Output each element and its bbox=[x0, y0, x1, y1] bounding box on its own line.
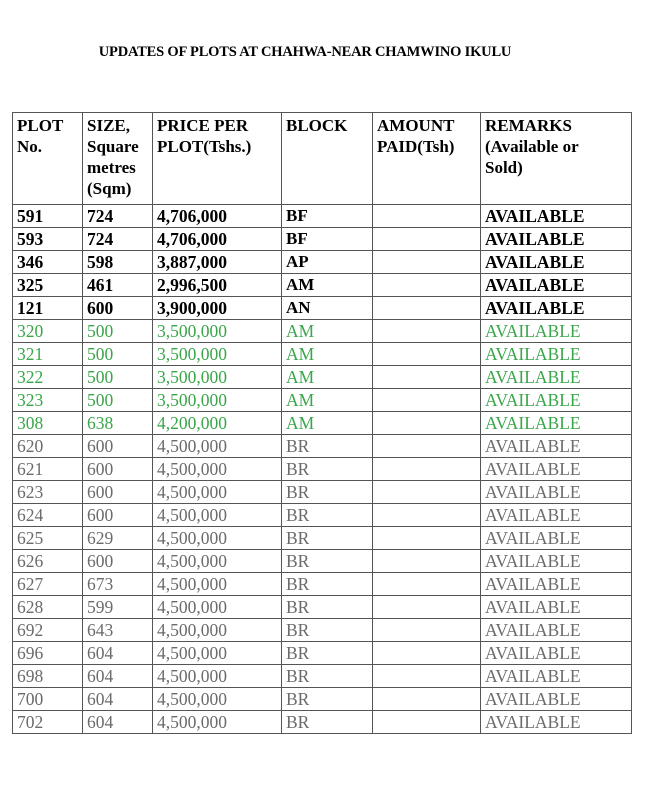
plot-number-cell: 702 bbox=[13, 711, 83, 734]
amount-paid-cell bbox=[373, 573, 481, 596]
header-remarks: REMARKS (Available or Sold) bbox=[481, 113, 632, 205]
plot-block-cell: BR bbox=[282, 573, 373, 596]
amount-paid-cell bbox=[373, 504, 481, 527]
plot-number-cell: 624 bbox=[13, 504, 83, 527]
remarks-cell: AVAILABLE bbox=[481, 481, 632, 504]
amount-paid-cell bbox=[373, 481, 481, 504]
table-row bbox=[13, 320, 632, 343]
amount-paid-cell bbox=[373, 458, 481, 481]
header-size: SIZE, Square metres (Sqm) bbox=[83, 113, 153, 205]
plot-price-cell: 4,500,000 bbox=[153, 527, 282, 550]
plots-table-body bbox=[13, 205, 632, 734]
amount-paid-cell bbox=[373, 274, 481, 297]
header-amount-paid: AMOUNT PAID(Tsh) bbox=[373, 113, 481, 205]
plot-price-cell: 4,500,000 bbox=[153, 711, 282, 734]
table-row bbox=[13, 205, 632, 228]
amount-paid-cell bbox=[373, 228, 481, 251]
table-row bbox=[13, 481, 632, 504]
plot-number-cell: 308 bbox=[13, 412, 83, 435]
plots-table bbox=[12, 112, 632, 734]
remarks-cell: AVAILABLE bbox=[481, 297, 632, 320]
header-price: PRICE PER PLOT(Tshs.) bbox=[153, 113, 282, 205]
plot-price-cell: 4,200,000 bbox=[153, 412, 282, 435]
table-row bbox=[13, 366, 632, 389]
table-row bbox=[13, 297, 632, 320]
table-header-row bbox=[13, 113, 632, 205]
table-row bbox=[13, 711, 632, 734]
amount-paid-cell bbox=[373, 619, 481, 642]
plot-number-cell: 692 bbox=[13, 619, 83, 642]
plot-price-cell: 3,500,000 bbox=[153, 320, 282, 343]
plot-size-cell: 629 bbox=[83, 527, 153, 550]
plot-block-cell: BR bbox=[282, 596, 373, 619]
table-row bbox=[13, 343, 632, 366]
plot-size-cell: 600 bbox=[83, 458, 153, 481]
plot-number-cell: 620 bbox=[13, 435, 83, 458]
plot-block-cell: BF bbox=[282, 228, 373, 251]
plot-block-cell: AM bbox=[282, 343, 373, 366]
plot-price-cell: 4,500,000 bbox=[153, 481, 282, 504]
plot-price-cell: 4,500,000 bbox=[153, 550, 282, 573]
plot-block-cell: BR bbox=[282, 642, 373, 665]
amount-paid-cell bbox=[373, 389, 481, 412]
amount-paid-cell bbox=[373, 412, 481, 435]
plot-block-cell: BR bbox=[282, 619, 373, 642]
table-row bbox=[13, 550, 632, 573]
plot-price-cell: 3,887,000 bbox=[153, 251, 282, 274]
remarks-cell: AVAILABLE bbox=[481, 412, 632, 435]
header-block: BLOCK bbox=[282, 113, 373, 205]
remarks-cell: AVAILABLE bbox=[481, 550, 632, 573]
plot-number-cell: 698 bbox=[13, 665, 83, 688]
plot-number-cell: 621 bbox=[13, 458, 83, 481]
plot-price-cell: 3,900,000 bbox=[153, 297, 282, 320]
table-row bbox=[13, 274, 632, 297]
plot-size-cell: 600 bbox=[83, 481, 153, 504]
plot-price-cell: 4,500,000 bbox=[153, 619, 282, 642]
table-row bbox=[13, 527, 632, 550]
plot-block-cell: AN bbox=[282, 297, 373, 320]
remarks-cell: AVAILABLE bbox=[481, 642, 632, 665]
remarks-cell: AVAILABLE bbox=[481, 343, 632, 366]
plot-number-cell: 321 bbox=[13, 343, 83, 366]
plot-number-cell: 625 bbox=[13, 527, 83, 550]
plot-block-cell: AP bbox=[282, 251, 373, 274]
plot-block-cell: BR bbox=[282, 711, 373, 734]
amount-paid-cell bbox=[373, 435, 481, 458]
remarks-cell: AVAILABLE bbox=[481, 688, 632, 711]
plot-number-cell: 623 bbox=[13, 481, 83, 504]
amount-paid-cell bbox=[373, 343, 481, 366]
plot-size-cell: 600 bbox=[83, 550, 153, 573]
remarks-cell: AVAILABLE bbox=[481, 665, 632, 688]
remarks-cell: AVAILABLE bbox=[481, 504, 632, 527]
plot-price-cell: 4,500,000 bbox=[153, 504, 282, 527]
plot-size-cell: 643 bbox=[83, 619, 153, 642]
plot-size-cell: 638 bbox=[83, 412, 153, 435]
table-row bbox=[13, 389, 632, 412]
plot-price-cell: 3,500,000 bbox=[153, 366, 282, 389]
plot-number-cell: 593 bbox=[13, 228, 83, 251]
table-row bbox=[13, 573, 632, 596]
plot-price-cell: 4,500,000 bbox=[153, 688, 282, 711]
table-row bbox=[13, 665, 632, 688]
amount-paid-cell bbox=[373, 665, 481, 688]
plot-block-cell: AM bbox=[282, 412, 373, 435]
header-plot: PLOT No. bbox=[13, 113, 83, 205]
plot-size-cell: 500 bbox=[83, 366, 153, 389]
table-row bbox=[13, 228, 632, 251]
plot-price-cell: 4,706,000 bbox=[153, 228, 282, 251]
amount-paid-cell bbox=[373, 596, 481, 619]
table-row bbox=[13, 619, 632, 642]
plot-number-cell: 626 bbox=[13, 550, 83, 573]
amount-paid-cell bbox=[373, 527, 481, 550]
plot-price-cell: 4,500,000 bbox=[153, 573, 282, 596]
plot-size-cell: 600 bbox=[83, 297, 153, 320]
document-title: UPDATES OF PLOTS AT CHAHWA-NEAR CHAMWINO IKULU bbox=[98, 44, 512, 60]
plot-price-cell: 4,500,000 bbox=[153, 435, 282, 458]
plot-price-cell: 4,500,000 bbox=[153, 642, 282, 665]
remarks-cell: AVAILABLE bbox=[481, 205, 632, 228]
amount-paid-cell bbox=[373, 320, 481, 343]
remarks-cell: AVAILABLE bbox=[481, 389, 632, 412]
plot-size-cell: 600 bbox=[83, 435, 153, 458]
plot-number-cell: 325 bbox=[13, 274, 83, 297]
plot-number-cell: 628 bbox=[13, 596, 83, 619]
plot-price-cell: 4,500,000 bbox=[153, 596, 282, 619]
amount-paid-cell bbox=[373, 688, 481, 711]
amount-paid-cell bbox=[373, 251, 481, 274]
plot-size-cell: 604 bbox=[83, 642, 153, 665]
plot-size-cell: 500 bbox=[83, 320, 153, 343]
remarks-cell: AVAILABLE bbox=[481, 320, 632, 343]
remarks-cell: AVAILABLE bbox=[481, 251, 632, 274]
plot-number-cell: 323 bbox=[13, 389, 83, 412]
plot-size-cell: 673 bbox=[83, 573, 153, 596]
plot-block-cell: BR bbox=[282, 504, 373, 527]
plot-size-cell: 500 bbox=[83, 343, 153, 366]
plot-block-cell: BR bbox=[282, 435, 373, 458]
remarks-cell: AVAILABLE bbox=[481, 458, 632, 481]
plot-price-cell: 4,706,000 bbox=[153, 205, 282, 228]
plot-number-cell: 322 bbox=[13, 366, 83, 389]
plot-block-cell: BR bbox=[282, 688, 373, 711]
plot-number-cell: 121 bbox=[13, 297, 83, 320]
plot-block-cell: BR bbox=[282, 665, 373, 688]
plot-size-cell: 600 bbox=[83, 504, 153, 527]
table-row bbox=[13, 596, 632, 619]
amount-paid-cell bbox=[373, 205, 481, 228]
plot-number-cell: 320 bbox=[13, 320, 83, 343]
remarks-cell: AVAILABLE bbox=[481, 274, 632, 297]
plot-number-cell: 696 bbox=[13, 642, 83, 665]
table-row bbox=[13, 458, 632, 481]
table-row bbox=[13, 688, 632, 711]
table-row bbox=[13, 642, 632, 665]
plot-size-cell: 598 bbox=[83, 251, 153, 274]
remarks-cell: AVAILABLE bbox=[481, 573, 632, 596]
plot-size-cell: 604 bbox=[83, 688, 153, 711]
plot-size-cell: 724 bbox=[83, 205, 153, 228]
amount-paid-cell bbox=[373, 550, 481, 573]
plot-number-cell: 346 bbox=[13, 251, 83, 274]
amount-paid-cell bbox=[373, 642, 481, 665]
amount-paid-cell bbox=[373, 711, 481, 734]
plot-block-cell: BF bbox=[282, 205, 373, 228]
plot-size-cell: 599 bbox=[83, 596, 153, 619]
plot-size-cell: 461 bbox=[83, 274, 153, 297]
remarks-cell: AVAILABLE bbox=[481, 527, 632, 550]
table-row bbox=[13, 412, 632, 435]
amount-paid-cell bbox=[373, 366, 481, 389]
remarks-cell: AVAILABLE bbox=[481, 619, 632, 642]
remarks-cell: AVAILABLE bbox=[481, 228, 632, 251]
plot-size-cell: 604 bbox=[83, 711, 153, 734]
plot-size-cell: 604 bbox=[83, 665, 153, 688]
plot-price-cell: 4,500,000 bbox=[153, 665, 282, 688]
remarks-cell: AVAILABLE bbox=[481, 596, 632, 619]
plot-block-cell: BR bbox=[282, 481, 373, 504]
remarks-cell: AVAILABLE bbox=[481, 711, 632, 734]
plot-size-cell: 724 bbox=[83, 228, 153, 251]
plot-block-cell: AM bbox=[282, 366, 373, 389]
plot-price-cell: 3,500,000 bbox=[153, 343, 282, 366]
plot-block-cell: AM bbox=[282, 320, 373, 343]
plot-number-cell: 591 bbox=[13, 205, 83, 228]
plot-price-cell: 2,996,500 bbox=[153, 274, 282, 297]
table-row bbox=[13, 504, 632, 527]
remarks-cell: AVAILABLE bbox=[481, 366, 632, 389]
amount-paid-cell bbox=[373, 297, 481, 320]
plot-number-cell: 700 bbox=[13, 688, 83, 711]
plot-block-cell: BR bbox=[282, 527, 373, 550]
table-row bbox=[13, 435, 632, 458]
table-row bbox=[13, 251, 632, 274]
plot-block-cell: AM bbox=[282, 389, 373, 412]
remarks-cell: AVAILABLE bbox=[481, 435, 632, 458]
plot-size-cell: 500 bbox=[83, 389, 153, 412]
plot-price-cell: 4,500,000 bbox=[153, 458, 282, 481]
plot-block-cell: AM bbox=[282, 274, 373, 297]
plot-number-cell: 627 bbox=[13, 573, 83, 596]
plot-price-cell: 3,500,000 bbox=[153, 389, 282, 412]
plot-block-cell: BR bbox=[282, 458, 373, 481]
plot-block-cell: BR bbox=[282, 550, 373, 573]
